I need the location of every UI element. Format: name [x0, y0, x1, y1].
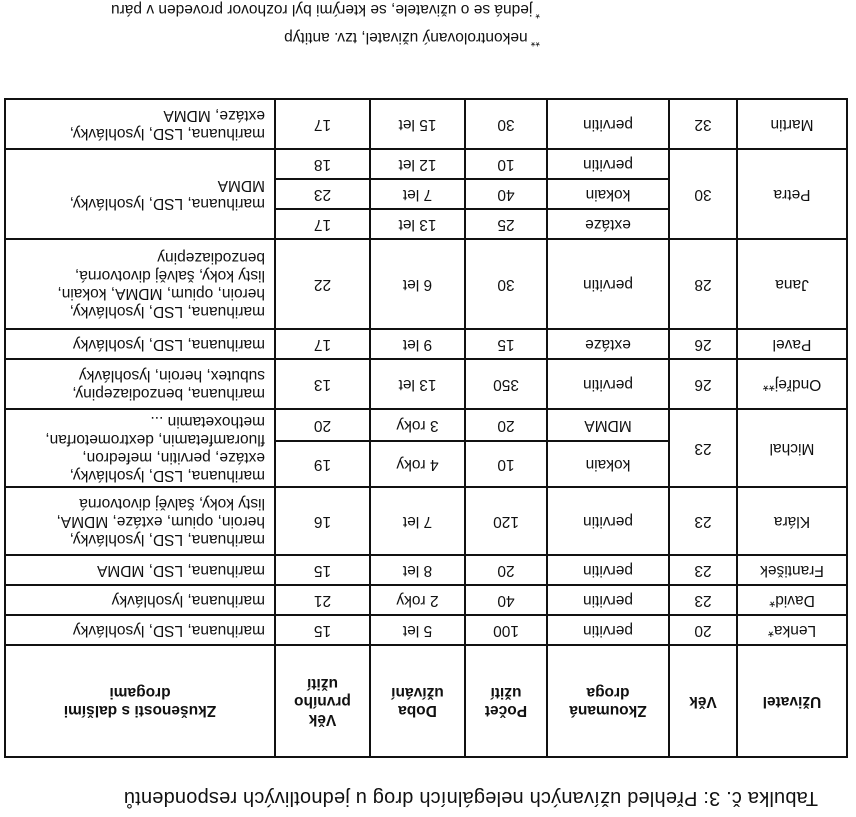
first-use-age-cell: 13: [275, 359, 370, 409]
drug-cell: extáze: [547, 329, 669, 359]
age-cell: 20: [669, 615, 737, 645]
header-line: Doba: [398, 702, 437, 719]
header-other-experience: [5, 645, 275, 757]
table-row: [5, 239, 847, 329]
count-cell: 40: [465, 179, 547, 209]
drug-cell: kokain: [547, 442, 669, 488]
count-cell: 15: [465, 329, 547, 359]
other-drugs-line: marihuana, LSD, lysohlávky: [72, 622, 265, 639]
other-drugs-line: MDMA: [217, 177, 265, 194]
first-use-age-cell: 17: [275, 99, 370, 149]
drug-cell: extáze: [547, 209, 669, 239]
table-row: [5, 329, 847, 359]
other-drugs-cell: [5, 555, 275, 585]
age-cell: 26: [669, 359, 737, 409]
other-drugs-line: marihuana, LSD, lysohlávky: [72, 336, 265, 353]
user-cell: Pavel: [737, 329, 847, 359]
user-cell: Michal: [737, 409, 847, 487]
drug-cell: pervitin: [547, 359, 669, 409]
respondents-table: [4, 98, 848, 758]
count-cell: 120: [465, 487, 547, 555]
first-use-age-cell: 15: [275, 615, 370, 645]
other-drugs-line: listy koky, šalvěj divotvorná,: [74, 267, 265, 284]
duration-cell: 7 let: [370, 179, 465, 209]
first-use-age-cell: 16: [275, 487, 370, 555]
other-drugs-line: methoxetamin ...: [150, 413, 265, 430]
table-row: [5, 442, 847, 488]
age-cell: 23: [669, 555, 737, 585]
header-first-use-age: [275, 645, 370, 757]
user-cell: David*: [737, 585, 847, 615]
other-drugs-line: fluoramfetamin, dextrometorfan,: [45, 431, 265, 448]
count-cell: 10: [465, 149, 547, 179]
user-cell: Jana: [737, 239, 847, 329]
drug-cell: pervitin: [547, 585, 669, 615]
header-line: drogami: [109, 684, 171, 701]
count-cell: 25: [465, 209, 547, 239]
other-drugs-line: benzodiazepiny: [157, 249, 265, 266]
other-drugs-line: extáze, pervitin, mefedron,: [82, 449, 265, 466]
duration-cell: 13 let: [370, 359, 465, 409]
other-drugs-cell: [5, 487, 275, 555]
footnote-double-star: [284, 28, 540, 49]
duration-cell: 2 roky: [370, 585, 465, 615]
age-cell: 23: [669, 585, 737, 615]
header-line: prvního: [294, 693, 351, 710]
duration-cell: 12 let: [370, 149, 465, 179]
first-use-age-cell: 22: [275, 239, 370, 329]
user-cell: Ondřej**: [737, 359, 847, 409]
drug-cell: pervitin: [547, 239, 669, 329]
footnote-text: jedná se o uživatele, se kterými byl rozhovor proveden v páru: [111, 1, 533, 18]
age-cell: 30: [669, 149, 737, 239]
first-use-age-cell: 23: [275, 179, 370, 209]
duration-cell: 9 let: [370, 329, 465, 359]
other-drugs-line: heroin, opium, extáze, MDMA,: [56, 513, 265, 530]
first-use-age-cell: 15: [275, 555, 370, 585]
other-drugs-line: heroin, opium, MDMA, kokain,: [57, 285, 265, 302]
footnote-marker: *: [535, 7, 540, 21]
footnote-text: nekontrolovaný uživatel, tzv. antityp: [284, 29, 528, 46]
drug-cell: pervitin: [547, 615, 669, 645]
count-cell: 30: [465, 99, 547, 149]
user-cell: Martin: [737, 99, 847, 149]
other-drugs-cell: [5, 149, 275, 239]
duration-cell: 15 let: [370, 99, 465, 149]
duration-cell: 5 let: [370, 615, 465, 645]
count-cell: 30: [465, 239, 547, 329]
header-line: užití: [307, 675, 338, 692]
other-drugs-line: marihuana, LSD, lysohlávky,: [69, 195, 265, 212]
first-use-age-cell: 17: [275, 209, 370, 239]
header-line: užívání: [391, 684, 444, 701]
other-drugs-cell: [5, 99, 275, 149]
other-drugs-cell: [5, 615, 275, 645]
count-cell: 100: [465, 615, 547, 645]
table-body: [5, 99, 847, 645]
drug-cell: pervitin: [547, 149, 669, 179]
table-row: [5, 555, 847, 585]
header-line: Zkušenosti s dalšími: [63, 702, 217, 719]
count-cell: 20: [465, 409, 547, 442]
user-cell: Petra: [737, 149, 847, 239]
duration-cell: 7 let: [370, 487, 465, 555]
header-line: droga: [586, 684, 630, 701]
header-count: [465, 645, 547, 757]
other-drugs-line: subutex, heroin, lysohlávky: [78, 367, 265, 384]
drug-cell: pervitin: [547, 555, 669, 585]
other-drugs-cell: [5, 585, 275, 615]
duration-cell: 3 roky: [370, 409, 465, 442]
age-cell: 28: [669, 239, 737, 329]
header-line: Uživatel: [762, 693, 822, 710]
header-age: [669, 645, 737, 757]
other-drugs-line: marihuana, lysohlávky: [111, 592, 265, 609]
count-cell: 10: [465, 442, 547, 488]
age-cell: 32: [669, 99, 737, 149]
first-use-age-cell: 19: [275, 442, 370, 488]
header-line: Počet: [484, 702, 528, 719]
table-caption: Tabulka č. 3: Přehled užívaných nelegálních drog u jednotlivých respondentů: [123, 787, 818, 809]
user-cell: Lenka*: [737, 615, 847, 645]
other-drugs-line: listy koky, šalvěj divotvorná: [79, 495, 265, 512]
count-cell: 350: [465, 359, 547, 409]
header-duration: [370, 645, 465, 757]
duration-cell: 6 let: [370, 239, 465, 329]
duration-cell: 8 let: [370, 555, 465, 585]
other-drugs-line: extáze, MDMA: [163, 107, 265, 124]
other-drugs-line: marihuana, LSD, MDMA: [97, 562, 265, 579]
age-cell: 23: [669, 487, 737, 555]
header-row: [5, 645, 847, 757]
first-use-age-cell: 21: [275, 585, 370, 615]
other-drugs-cell: [5, 359, 275, 409]
header-line: Věk: [308, 711, 337, 728]
count-cell: 40: [465, 585, 547, 615]
table-row: [5, 487, 847, 555]
first-use-age-cell: 20: [275, 409, 370, 442]
header-line: užití: [490, 684, 522, 701]
table-row: [5, 359, 847, 409]
other-drugs-line: marihuana, benzodiazepiny,: [72, 385, 265, 402]
drug-cell: pervitin: [547, 487, 669, 555]
first-use-age-cell: 17: [275, 329, 370, 359]
count-cell: 20: [465, 555, 547, 585]
table-row: [5, 99, 847, 149]
drug-cell: MDMA: [547, 409, 669, 442]
header-line: Věk: [689, 693, 717, 710]
user-cell: Klára: [737, 487, 847, 555]
footnote-marker: **: [530, 35, 540, 49]
header-line: Zkoumaná: [569, 702, 647, 719]
other-drugs-cell: [5, 329, 275, 359]
other-drugs-line: marihuana, LSD, lysohlávky,: [69, 531, 265, 548]
age-cell: 23: [669, 409, 737, 487]
other-drugs-line: marihuana, LSD, lysohlávky,: [69, 467, 265, 484]
duration-cell: 13 let: [370, 209, 465, 239]
table-row: [5, 209, 847, 239]
header-user: [737, 645, 847, 757]
header-drug: [547, 645, 669, 757]
duration-cell: 4 roky: [370, 442, 465, 488]
table-row: [5, 615, 847, 645]
age-cell: 26: [669, 329, 737, 359]
other-drugs-cell: [5, 409, 275, 487]
first-use-age-cell: 18: [275, 149, 370, 179]
user-cell: František: [737, 555, 847, 585]
table-row: [5, 585, 847, 615]
drug-cell: kokain: [547, 179, 669, 209]
other-drugs-cell: [5, 239, 275, 329]
footnote-star: [111, 0, 540, 21]
other-drugs-line: marihuana, LSD, lysohlávky,: [69, 125, 265, 142]
other-drugs-line: marihuana, LSD, lysohlávky,: [69, 303, 265, 320]
drug-cell: pervitin: [547, 99, 669, 149]
